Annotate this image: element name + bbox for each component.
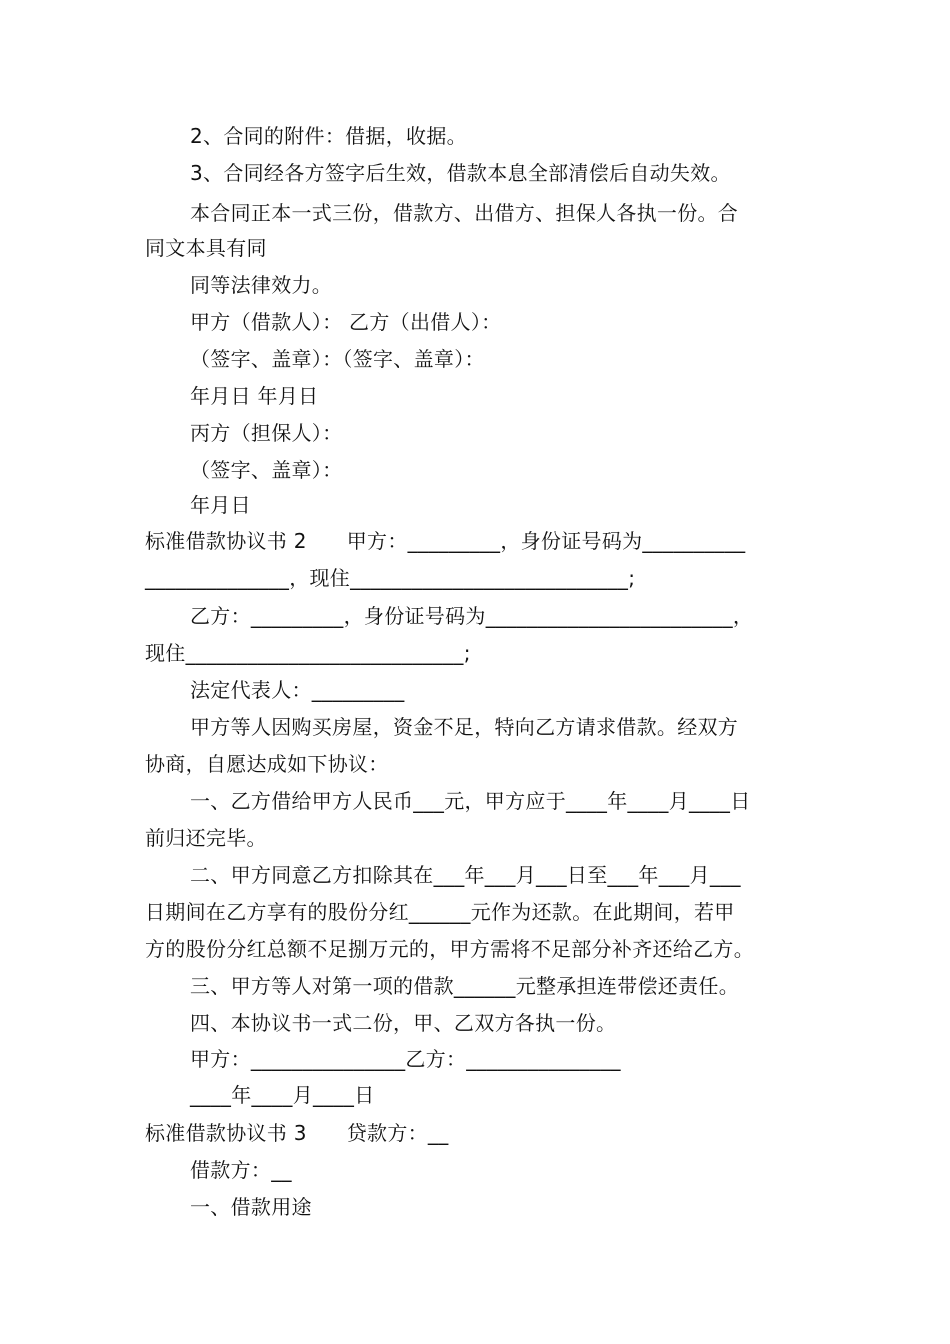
text-line: 方的股份分红总额不足捌万元的，甲方需将不足部分补齐还给乙方。 (145, 937, 754, 961)
text-line: 四、本协议书一式二份，甲、乙双方各执一份。 (190, 1011, 617, 1035)
text-line: 同等法律效力。 (190, 273, 333, 297)
section-heading: 标准借款协议书 2 甲方：_________，身份证号码为__________ (145, 529, 746, 553)
text-line: ____年____月____日 (190, 1083, 375, 1107)
text-line: 同文本具有同 (145, 236, 267, 260)
text-line: 日期间在乙方享有的股份分红______元作为还款。在此期间，若甲 (145, 900, 735, 924)
text-line: 前归还完毕。 (145, 826, 267, 850)
text-line: 乙方：_________，身份证号码为________________________， (190, 604, 754, 628)
text-line: 一、借款用途 (190, 1195, 312, 1219)
text-line: 本合同正本一式三份，借款方、出借方、担保人各执一份。合 (190, 201, 739, 225)
text-line: 甲方（借款人）： 乙方（出借人）： (190, 310, 502, 334)
text-line: 借款方：__ (190, 1158, 292, 1182)
text-line: 一、乙方借给甲方人民币___元，甲方应于____年____月____日 (190, 789, 751, 813)
text-line: 3、合同经各方签字后生效，借款本息全部清偿后自动失效。 (190, 161, 731, 185)
text-line: 甲方等人因购买房屋，资金不足，特向乙方请求借款。经双方 (190, 715, 739, 739)
text-line: 甲方：_______________乙方：_______________ (190, 1047, 621, 1071)
section-heading: 标准借款协议书 3 贷款方：__ (145, 1121, 449, 1145)
text-line: 2、合同的附件：借据，收据。 (190, 124, 467, 148)
text-line: 协商，自愿达成如下协议： (145, 752, 389, 776)
text-line: 二、甲方同意乙方扣除其在___年___月___日至___年___月___ (190, 863, 741, 887)
text-line: 年月日 年月日 (190, 384, 319, 408)
text-line: （签字、盖章）： (190, 458, 343, 482)
text-line: （签字、盖章）：（签字、盖章）： (190, 347, 485, 371)
text-line: 现住___________________________; (145, 641, 471, 665)
text-line: 丙方（担保人）： (190, 421, 343, 445)
text-line: 三、甲方等人对第一项的借款______元整承担连带偿还责任。 (190, 974, 739, 998)
text-line: ______________，现住___________________________; (145, 566, 636, 590)
text-line: 年月日 (190, 493, 251, 517)
text-line: 法定代表人：_________ (190, 678, 405, 702)
